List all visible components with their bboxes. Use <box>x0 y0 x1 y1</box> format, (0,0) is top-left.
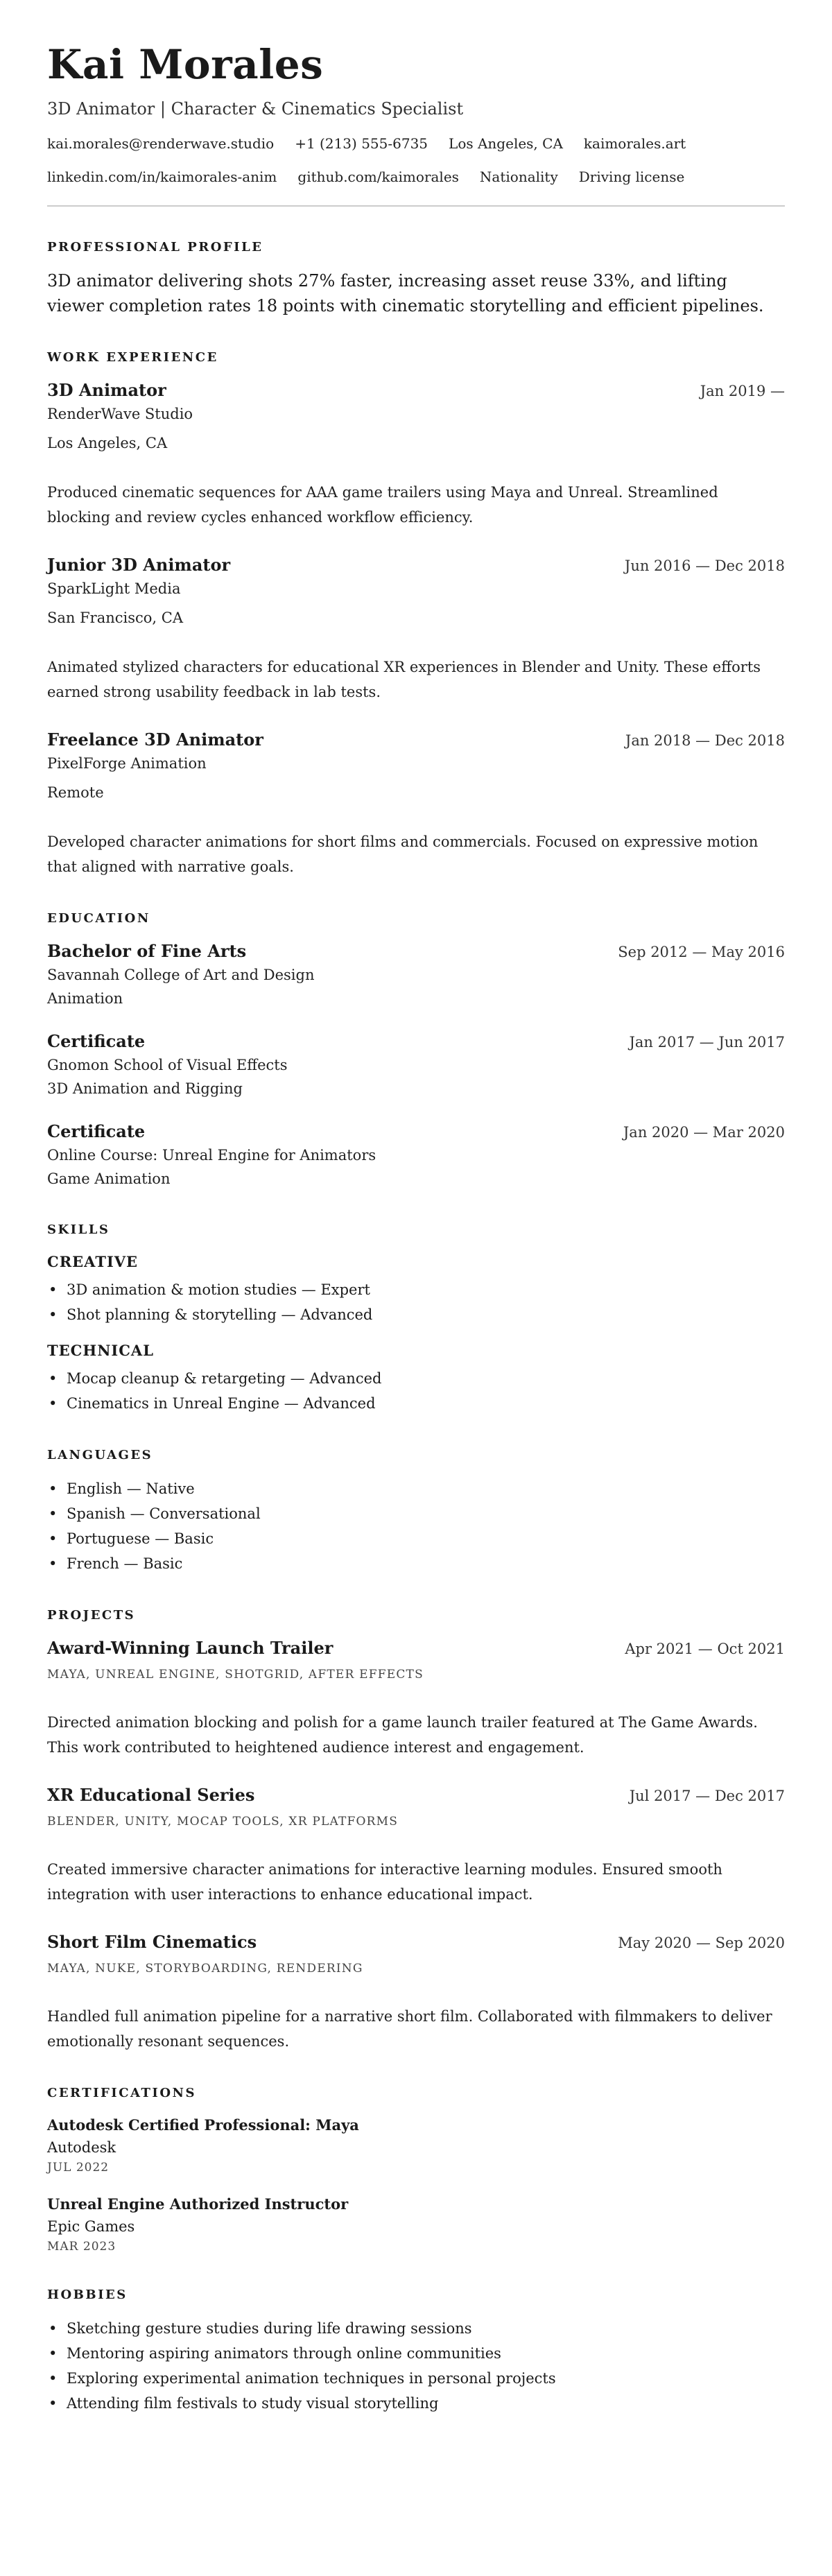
project-description: Handled full animation pipeline for a narrative short film. Collaborated with filmmakers to deliver emotionally resonant sequences. <box>47 2008 772 2050</box>
contact-linkedin[interactable]: linkedin.com/in/kaimorales-anim <box>47 168 277 185</box>
contact-row-secondary <box>47 166 785 187</box>
hobby-item: • Exploring experimental animation techniques in personal projects <box>47 2366 785 2391</box>
contact-nationality: Nationality <box>479 168 558 185</box>
section-title-experience: WORK EXPERIENCE <box>47 350 218 365</box>
profile-summary: 3D animator delivering shots 27% faster, increasing asset reuse 33%, and lifting viewer completion rates 18 points with cinematic storytelling and efficient pipelines. <box>47 271 764 315</box>
profile-section <box>47 240 785 318</box>
skill-category-title: CREATIVE <box>47 1253 139 1270</box>
education-entry <box>47 1120 785 1191</box>
section-title-languages: LANGUAGES <box>47 1448 153 1462</box>
job-dates: Jan 2019 — <box>700 383 785 399</box>
contact-phone[interactable]: +1 (213) 555-6735 <box>295 135 428 152</box>
hobby-list <box>47 2316 785 2416</box>
skill-category-title: TECHNICAL <box>47 1342 154 1359</box>
degree-title: Certificate <box>47 1121 146 1141</box>
section-title-projects: PROJECTS <box>47 1608 136 1623</box>
contact-email[interactable]: kai.morales@renderwave.studio <box>47 135 275 152</box>
job-dates: Jun 2016 — Dec 2018 <box>624 557 785 574</box>
language-item: • English — Native <box>47 1476 785 1501</box>
skill-item: • Mocap cleanup & retargeting — Advanced <box>47 1366 785 1391</box>
job-description: Produced cinematic sequences for AAA game trailers using Maya and Unreal. Streamlined blocking and review cycles enhanced workflow efficiency. <box>47 484 718 526</box>
job-company: RenderWave Studio <box>47 406 193 422</box>
education-entry <box>47 1030 785 1100</box>
language-item: • Portuguese — Basic <box>47 1526 785 1551</box>
field-of-study: 3D Animation and Rigging <box>47 1080 243 1097</box>
contact-website[interactable]: kaimorales.art <box>583 135 686 152</box>
school-name: Savannah College of Art and Design <box>47 967 315 983</box>
certification-entry <box>47 2114 785 2177</box>
language-item: • Spanish — Conversational <box>47 1501 785 1526</box>
experience-entry <box>47 728 785 879</box>
degree-title: Certificate <box>47 1031 146 1051</box>
experience-section <box>47 350 785 879</box>
skill-list <box>47 1277 785 1327</box>
education-dates: Jan 2020 — Mar 2020 <box>623 1124 785 1141</box>
job-location: Los Angeles, CA <box>47 435 168 451</box>
school-name: Gnomon School of Visual Effects <box>47 1057 288 1073</box>
projects-section <box>47 1608 785 2054</box>
hobbies-section <box>47 2288 785 2416</box>
certification-name: Autodesk Certified Professional: Maya <box>47 2116 359 2134</box>
certification-issuer: Epic Games <box>47 2218 135 2235</box>
skill-item: • Cinematics in Unreal Engine — Advanced <box>47 1391 785 1416</box>
resume-header <box>47 40 785 187</box>
education-entry <box>47 940 785 1010</box>
job-description: Animated stylized characters for educational XR experiences in Blender and Unity. These efforts earned strong usability feedback in lab tests. <box>47 659 761 700</box>
contact-github[interactable]: github.com/kaimorales <box>297 168 459 185</box>
certification-issuer: Autodesk <box>47 2139 116 2156</box>
candidate-name: Kai Morales <box>47 41 324 88</box>
education-section <box>47 911 785 1191</box>
job-dates: Jan 2018 — Dec 2018 <box>625 732 785 749</box>
languages-section <box>47 1448 785 1576</box>
certification-date: JUL 2022 <box>47 2161 110 2175</box>
job-title: 3D Animator <box>47 380 166 400</box>
certifications-section <box>47 2086 785 2256</box>
degree-title: Bachelor of Fine Arts <box>47 941 247 961</box>
skills-section <box>47 1222 785 1416</box>
project-entry <box>47 1930 785 2054</box>
hobby-item: • Mentoring aspiring animators through online communities <box>47 2341 785 2366</box>
project-name: Short Film Cinematics <box>47 1932 257 1952</box>
header-divider <box>47 205 785 207</box>
project-name: Award-Winning Launch Trailer <box>47 1638 333 1658</box>
project-dates: Apr 2021 — Oct 2021 <box>625 1641 785 1657</box>
language-item: • French — Basic <box>47 1551 785 1576</box>
field-of-study: Game Animation <box>47 1170 171 1187</box>
education-dates: Sep 2012 — May 2016 <box>618 944 785 960</box>
contact-driving-license: Driving license <box>578 168 685 185</box>
experience-entry <box>47 553 785 704</box>
section-title-hobbies: HOBBIES <box>47 2288 128 2302</box>
certification-entry <box>47 2193 785 2256</box>
project-dates: May 2020 — Sep 2020 <box>618 1935 785 1951</box>
skill-list <box>47 1366 785 1416</box>
job-location: San Francisco, CA <box>47 610 184 626</box>
project-description: Created immersive character animations for interactive learning modules. Ensured smooth integration with user interactions to enhance educational impact. <box>47 1861 722 1903</box>
certification-date: MAR 2023 <box>47 2240 116 2254</box>
education-dates: Jan 2017 — Jun 2017 <box>629 1034 785 1051</box>
project-description: Directed animation blocking and polish for a game launch trailer featured at The Game Awards. This work contributed to heightened audience interest and engagement. <box>47 1714 758 1756</box>
project-entry <box>47 1636 785 1760</box>
hobby-item: • Sketching gesture studies during life drawing sessions <box>47 2316 785 2341</box>
project-tools: MAYA, UNREAL ENGINE, SHOTGRID, AFTER EFFECTS <box>47 1668 424 1682</box>
job-description: Developed character animations for short films and commercials. Focused on expressive motion that aligned with narrative goals. <box>47 833 759 875</box>
job-title: Junior 3D Animator <box>47 555 231 575</box>
section-title-education: EDUCATION <box>47 911 150 926</box>
language-list <box>47 1476 785 1576</box>
section-title-profile: PROFESSIONAL PROFILE <box>47 240 263 254</box>
hobby-item: • Attending film festivals to study visual storytelling <box>47 2391 785 2416</box>
field-of-study: Animation <box>47 990 123 1007</box>
candidate-headline: 3D Animator | Character & Cinematics Specialist <box>47 99 464 119</box>
certification-name: Unreal Engine Authorized Instructor <box>47 2195 349 2213</box>
project-tools: BLENDER, UNITY, MOCAP TOOLS, XR PLATFORMS <box>47 1815 399 1829</box>
school-name: Online Course: Unreal Engine for Animators <box>47 1147 376 1164</box>
project-name: XR Educational Series <box>47 1785 255 1805</box>
job-company: SparkLight Media <box>47 580 181 597</box>
project-entry <box>47 1783 785 1907</box>
project-dates: Jul 2017 — Dec 2017 <box>629 1788 785 1804</box>
job-title: Freelance 3D Animator <box>47 729 263 750</box>
project-tools: MAYA, NUKE, STORYBOARDING, RENDERING <box>47 1962 363 1976</box>
skill-item: • 3D animation & motion studies — Expert <box>47 1277 785 1302</box>
contact-row-primary <box>47 133 785 154</box>
job-location: Remote <box>47 784 104 801</box>
job-company: PixelForge Animation <box>47 755 207 772</box>
experience-entry <box>47 379 785 530</box>
skill-item: • Shot planning & storytelling — Advanced <box>47 1302 785 1327</box>
contact-location: Los Angeles, CA <box>449 135 563 152</box>
section-title-certifications: CERTIFICATIONS <box>47 2086 196 2100</box>
section-title-skills: SKILLS <box>47 1222 110 1237</box>
